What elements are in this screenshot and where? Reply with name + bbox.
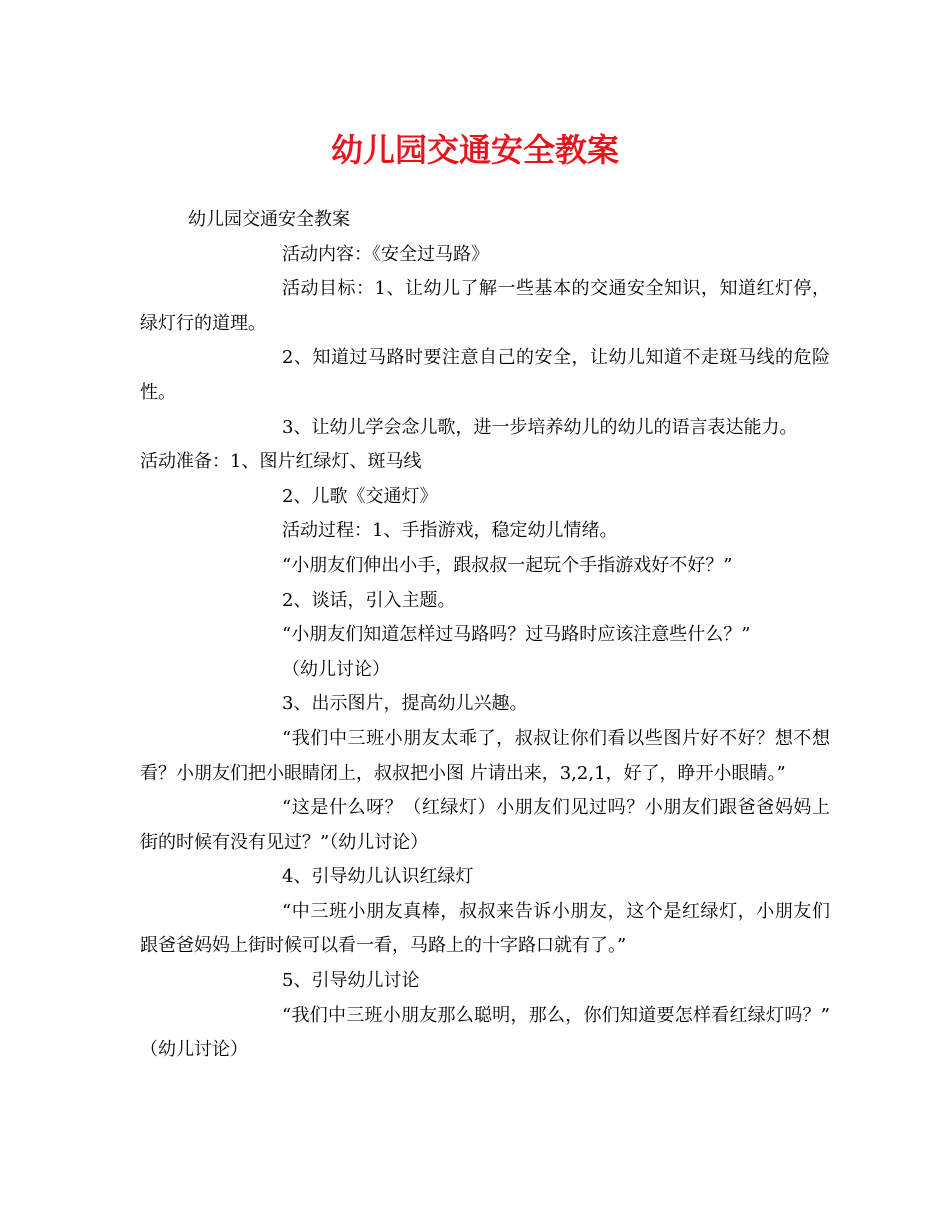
paragraph-preparation-1: 活动准备：1、图片红绿灯、斑马线 (140, 451, 422, 473)
paragraph-process-3: 3、出示图片，提高幼儿兴趣。 (282, 693, 528, 715)
paragraph-subtitle: 幼儿园交通安全教案 (188, 209, 350, 230)
paragraph-quote-5: “中三班小朋友真棒，叔叔来告诉小朋友，这个是红绿灯，小朋友们跟爸爸妈妈上街时候可以看一看，马路上的十字路口就有了。” (140, 900, 830, 957)
paragraph-quote-6: “我们中三班小朋友那么聪明，那么，你们知道要怎样看红绿灯吗？” （幼儿讨论） (140, 1004, 830, 1061)
paragraph-discussion-1: （幼儿讨论） (282, 658, 390, 680)
paragraph-process-2: 2、谈话，引入主题。 (282, 589, 456, 611)
document-body (140, 203, 830, 1068)
paragraph-process-1: 活动过程：1、手指游戏，稳定幼儿情绪。 (282, 520, 618, 542)
paragraph-quote-1: “小朋友们伸出小手，跟叔叔一起玩个手指游戏好不好？” (282, 554, 733, 576)
paragraph-quote-4: “这是什么呀？（红绿灯）小朋友们见过吗？小朋友们跟爸爸妈妈上街的时候有没有见过？”（幼儿讨论） (140, 797, 830, 853)
paragraph-activity-content: 活动内容：《安全过马路》 (282, 243, 489, 265)
paragraph-quote-3: “我们中三班小朋友太乖了，叔叔让你们看以些图片好不好？想不想看？小朋友们把小眼睛闭上，叔叔把小图 片请出来，3,2,1，好了，睁开小眼睛。” (140, 727, 830, 784)
paragraph-process-5: 5、引导幼儿讨论 (282, 970, 420, 992)
document-title: 幼儿园交通安全教案 (330, 131, 619, 169)
paragraph-preparation-2: 2、儿歌《交通灯》 (282, 485, 438, 507)
paragraph-goal-3: 3、让幼儿学会念儿歌，进一步培养幼儿的幼儿的语言表达能力。 (282, 416, 798, 438)
paragraph-goal-1: 活动目标：1、让幼儿了解一些基本的交通安全知识，知道红灯停，绿灯行的道理。 (140, 278, 830, 334)
paragraph-quote-2: “小朋友们知道怎样过马路吗？过马路时应该注意些什么？” (282, 624, 751, 646)
paragraph-goal-2: 2、知道过马路时要注意自己的安全，让幼儿知道不走斑马线的危险性。 (140, 347, 830, 403)
paragraph-process-4: 4、引导幼儿认识红绿灯 (282, 866, 474, 888)
